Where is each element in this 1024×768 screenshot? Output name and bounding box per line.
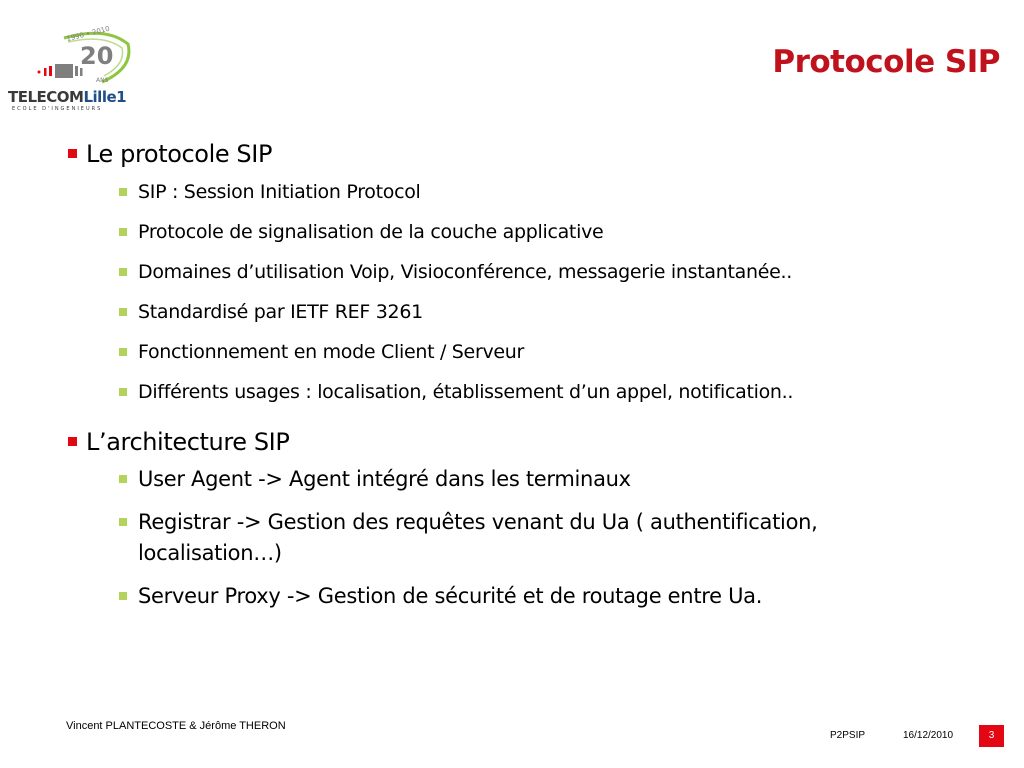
bullet-item-text: Fonctionnement en mode Client / Serveur [138, 341, 525, 363]
bullet-item-text: Protocole de signalisation de la couche applicative [138, 221, 604, 243]
bullet-square-icon [119, 475, 127, 483]
bullet-square-icon [119, 388, 127, 396]
logo-twenty: 20 [80, 42, 114, 70]
bullet-item-text: SIP : Session Initiation Protocol [138, 181, 421, 203]
bullet-item [64, 338, 984, 366]
bullet-item [64, 298, 984, 326]
footer-project: P2PSIP [830, 730, 866, 741]
slide-body [64, 136, 984, 612]
logo-years: 1990 • 2010 [65, 24, 111, 44]
page-number: 3 [979, 725, 1004, 747]
bullet-item-text: User Agent -> Agent intégré dans les terminaux [138, 467, 631, 491]
bullet-square-icon [119, 348, 127, 356]
section-heading [64, 136, 984, 172]
logo-brand-telecom: TELECOM [8, 88, 84, 106]
bullet-square-icon [119, 592, 127, 600]
bullet-item [64, 258, 984, 286]
slide-title: Protocole SIP [772, 44, 1000, 80]
bullet-item [64, 218, 984, 246]
bullet-square-icon [68, 149, 77, 158]
footer-date: 16/12/2010 [903, 730, 954, 741]
bullet-square-icon [119, 308, 127, 316]
bullet-square-icon [119, 188, 127, 196]
bullet-item-text: Standardisé par IETF REF 3261 [138, 301, 423, 323]
bullet-item [64, 464, 984, 495]
logo-brand [8, 88, 126, 106]
footer-author: Vincent PLANTECOSTE & Jérôme THERON [66, 720, 286, 732]
section-heading-text: Le protocole SIP [86, 140, 273, 168]
bullet-square-icon [119, 228, 127, 236]
section-heading [64, 424, 984, 460]
section-heading-text: L’architecture SIP [86, 428, 290, 456]
bullet-square-icon [119, 518, 127, 526]
bullet-item [64, 378, 984, 406]
bullet-item-text: Domaines d’utilisation Voip, Visioconférence, messagerie instantanée.. [138, 261, 792, 283]
bullet-item-text: Différents usages : localisation, établissement d’un appel, notification.. [138, 381, 794, 403]
bullet-item-text: Serveur Proxy -> Gestion de sécurité et de routage entre Ua. [138, 584, 763, 608]
bullet-square-icon [119, 268, 127, 276]
logo-tagline: ECOLE D'INGENIEURS [12, 106, 103, 112]
bullet-square-icon [68, 437, 77, 446]
logo-ans: ANS [96, 77, 109, 84]
bullet-item [64, 507, 908, 569]
bullet-item [64, 178, 984, 206]
bullet-item [64, 581, 984, 612]
bullet-item-text: Registrar -> Gestion des requêtes venant du Ua ( authentification, localisation…) [138, 510, 818, 565]
logo-brand-lille1: Lille1 [83, 88, 127, 106]
telecom-lille1-logo [6, 24, 140, 112]
